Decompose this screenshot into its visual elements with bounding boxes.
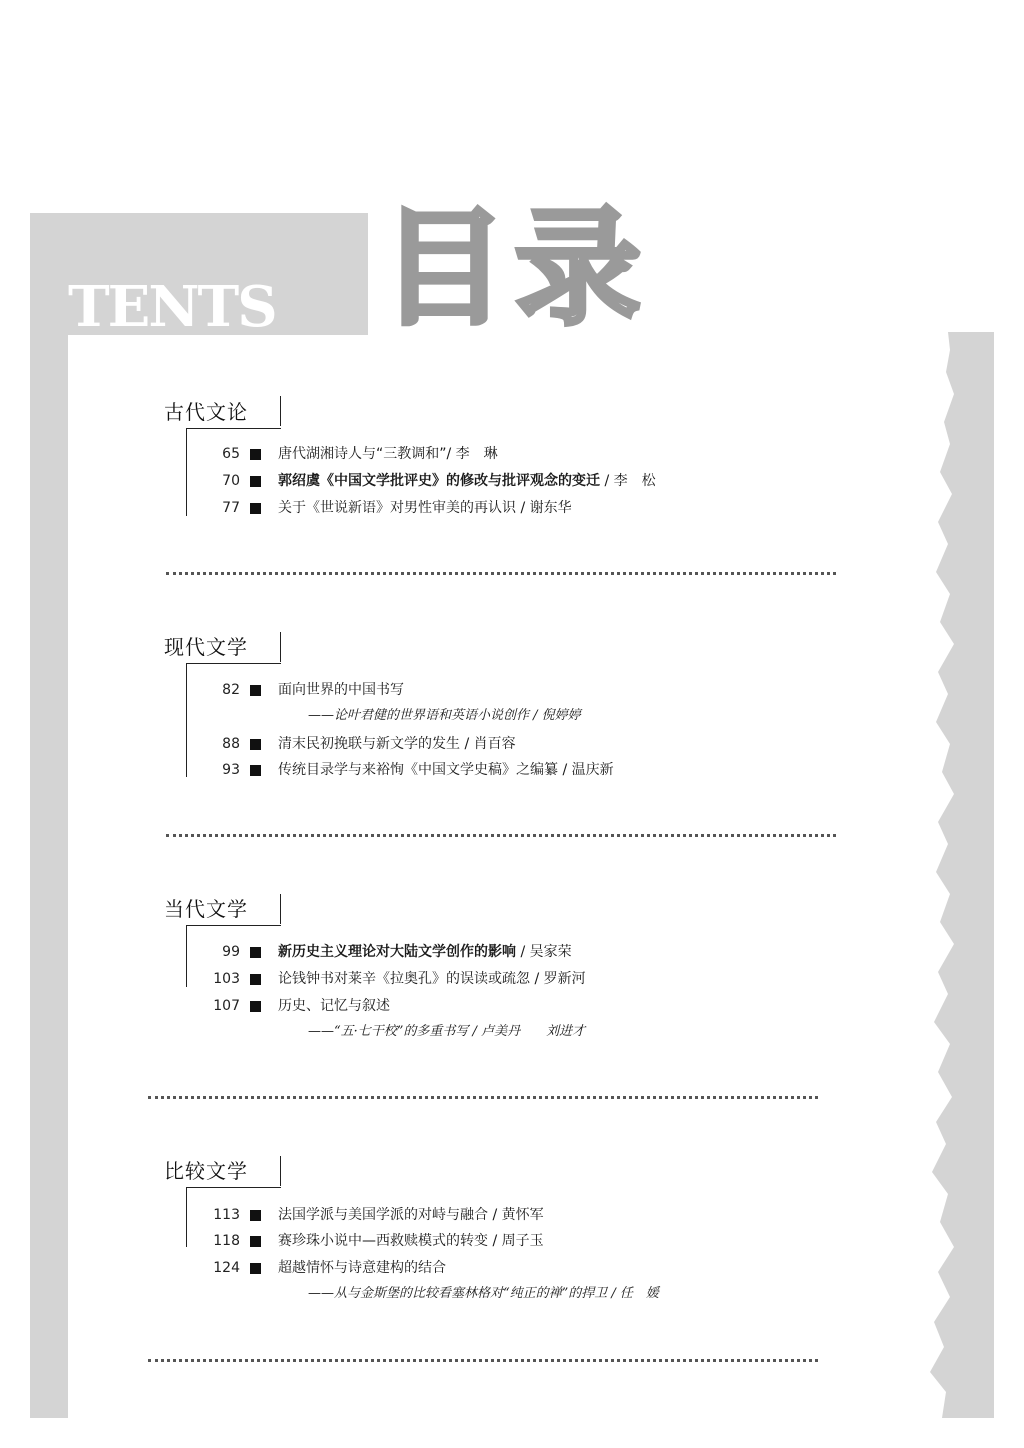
bracket-line: [186, 663, 187, 777]
bracket-line: [280, 1156, 281, 1186]
entry-title: 传统目录学与来裕恂《中国文学史稿》之编纂 / 温庆新: [278, 762, 614, 778]
page-number: 65: [222, 446, 240, 462]
bullet-square-icon: [250, 503, 261, 514]
bullet-square-icon: [250, 1210, 261, 1221]
entry-author: / 李 琳: [446, 446, 498, 462]
entry-subtitle: ——“五·七干校”的多重书写 / 卢美丹 刘进才: [308, 1024, 586, 1039]
entry-title: 法国学派与美国学派的对峙与融合 / 黄怀军: [278, 1207, 544, 1223]
page-number: 70: [222, 473, 240, 489]
bullet-square-icon: [250, 765, 261, 776]
entry-author: / 李 松: [600, 473, 656, 489]
page-number: 103: [213, 971, 240, 987]
page-number: 77: [222, 500, 240, 516]
bullet-square-icon: [250, 449, 261, 460]
torn-paper-edge: [920, 332, 994, 1418]
bullet-square-icon: [250, 1236, 261, 1247]
entry-author: / 黄怀军: [488, 1207, 544, 1223]
entry-title: 唐代湖湘诗人与“三教调和”/ 李 琳: [278, 446, 498, 462]
section-heading: 当代文学: [164, 897, 248, 921]
left-gray-bar: [30, 335, 68, 1418]
page-number: 113: [213, 1207, 240, 1223]
entry-title: 郭绍虞《中国文学批评史》的修改与批评观念的变迁 / 李 松: [278, 473, 656, 489]
bracket-line: [280, 894, 281, 924]
dotted-divider: [148, 1359, 818, 1362]
bracket-line: [186, 428, 187, 516]
bracket-line: [186, 925, 187, 987]
bullet-square-icon: [250, 947, 261, 958]
bullet-square-icon: [250, 1001, 261, 1012]
entry-title: 关于《世说新语》对男性审美的再认识 / 谢东华: [278, 500, 572, 516]
bracket-line: [280, 632, 281, 662]
bracket-line: [280, 396, 281, 426]
bullet-square-icon: [250, 739, 261, 750]
page-number: 124: [213, 1260, 240, 1276]
section-heading: 现代文学: [164, 635, 248, 659]
bracket-line: [186, 1187, 281, 1188]
page-number: 82: [222, 682, 240, 698]
bracket-line: [186, 1187, 187, 1247]
page-number: 107: [213, 998, 240, 1014]
page-title: 目录: [381, 195, 649, 342]
dotted-divider: [166, 572, 836, 575]
entry-title: 历史、记忆与叙述: [278, 998, 390, 1014]
page-number: 93: [222, 762, 240, 778]
entry-title: 新历史主义理论对大陆文学创作的影响 / 吴家荣: [278, 944, 572, 960]
entry-subtitle: ——论叶君健的世界语和英语小说创作 / 倪婷婷: [308, 708, 581, 723]
entry-title: 清末民初挽联与新文学的发生 / 肖百容: [278, 736, 516, 752]
bullet-square-icon: [250, 974, 261, 985]
section-heading: 比较文学: [164, 1159, 248, 1183]
entry-author: / 谢东华: [516, 500, 572, 516]
entry-author: / 吴家荣: [516, 944, 572, 960]
entry-author: / 周子玉: [488, 1233, 544, 1249]
contents-english-label: TENTS: [68, 274, 276, 340]
page-number: 88: [222, 736, 240, 752]
entry-author: / 罗新河: [530, 971, 586, 987]
entry-title: 赛珍珠小说中—西救赎模式的转变 / 周子玉: [278, 1233, 544, 1249]
bracket-line: [186, 663, 281, 664]
bullet-square-icon: [250, 1263, 261, 1274]
entry-subtitle: ——从与金斯堡的比较看塞林格对“纯正的禅”的捍卫 / 任 媛: [308, 1286, 659, 1301]
section-heading: 古代文论: [164, 400, 248, 424]
entry-title: 面向世界的中国书写: [278, 682, 404, 698]
entry-author: / 温庆新: [558, 762, 614, 778]
bullet-square-icon: [250, 685, 261, 696]
page-number: 118: [213, 1233, 240, 1249]
bracket-line: [186, 428, 281, 429]
entry-author: / 肖百容: [460, 736, 516, 752]
dotted-divider: [148, 1096, 818, 1099]
bracket-line: [186, 925, 281, 926]
entry-title: 论钱钟书对莱辛《拉奥孔》的误读或疏忽 / 罗新河: [278, 971, 586, 987]
entry-title: 超越情怀与诗意建构的结合: [278, 1260, 446, 1276]
page-number: 99: [222, 944, 240, 960]
bullet-square-icon: [250, 476, 261, 487]
dotted-divider: [166, 834, 836, 837]
